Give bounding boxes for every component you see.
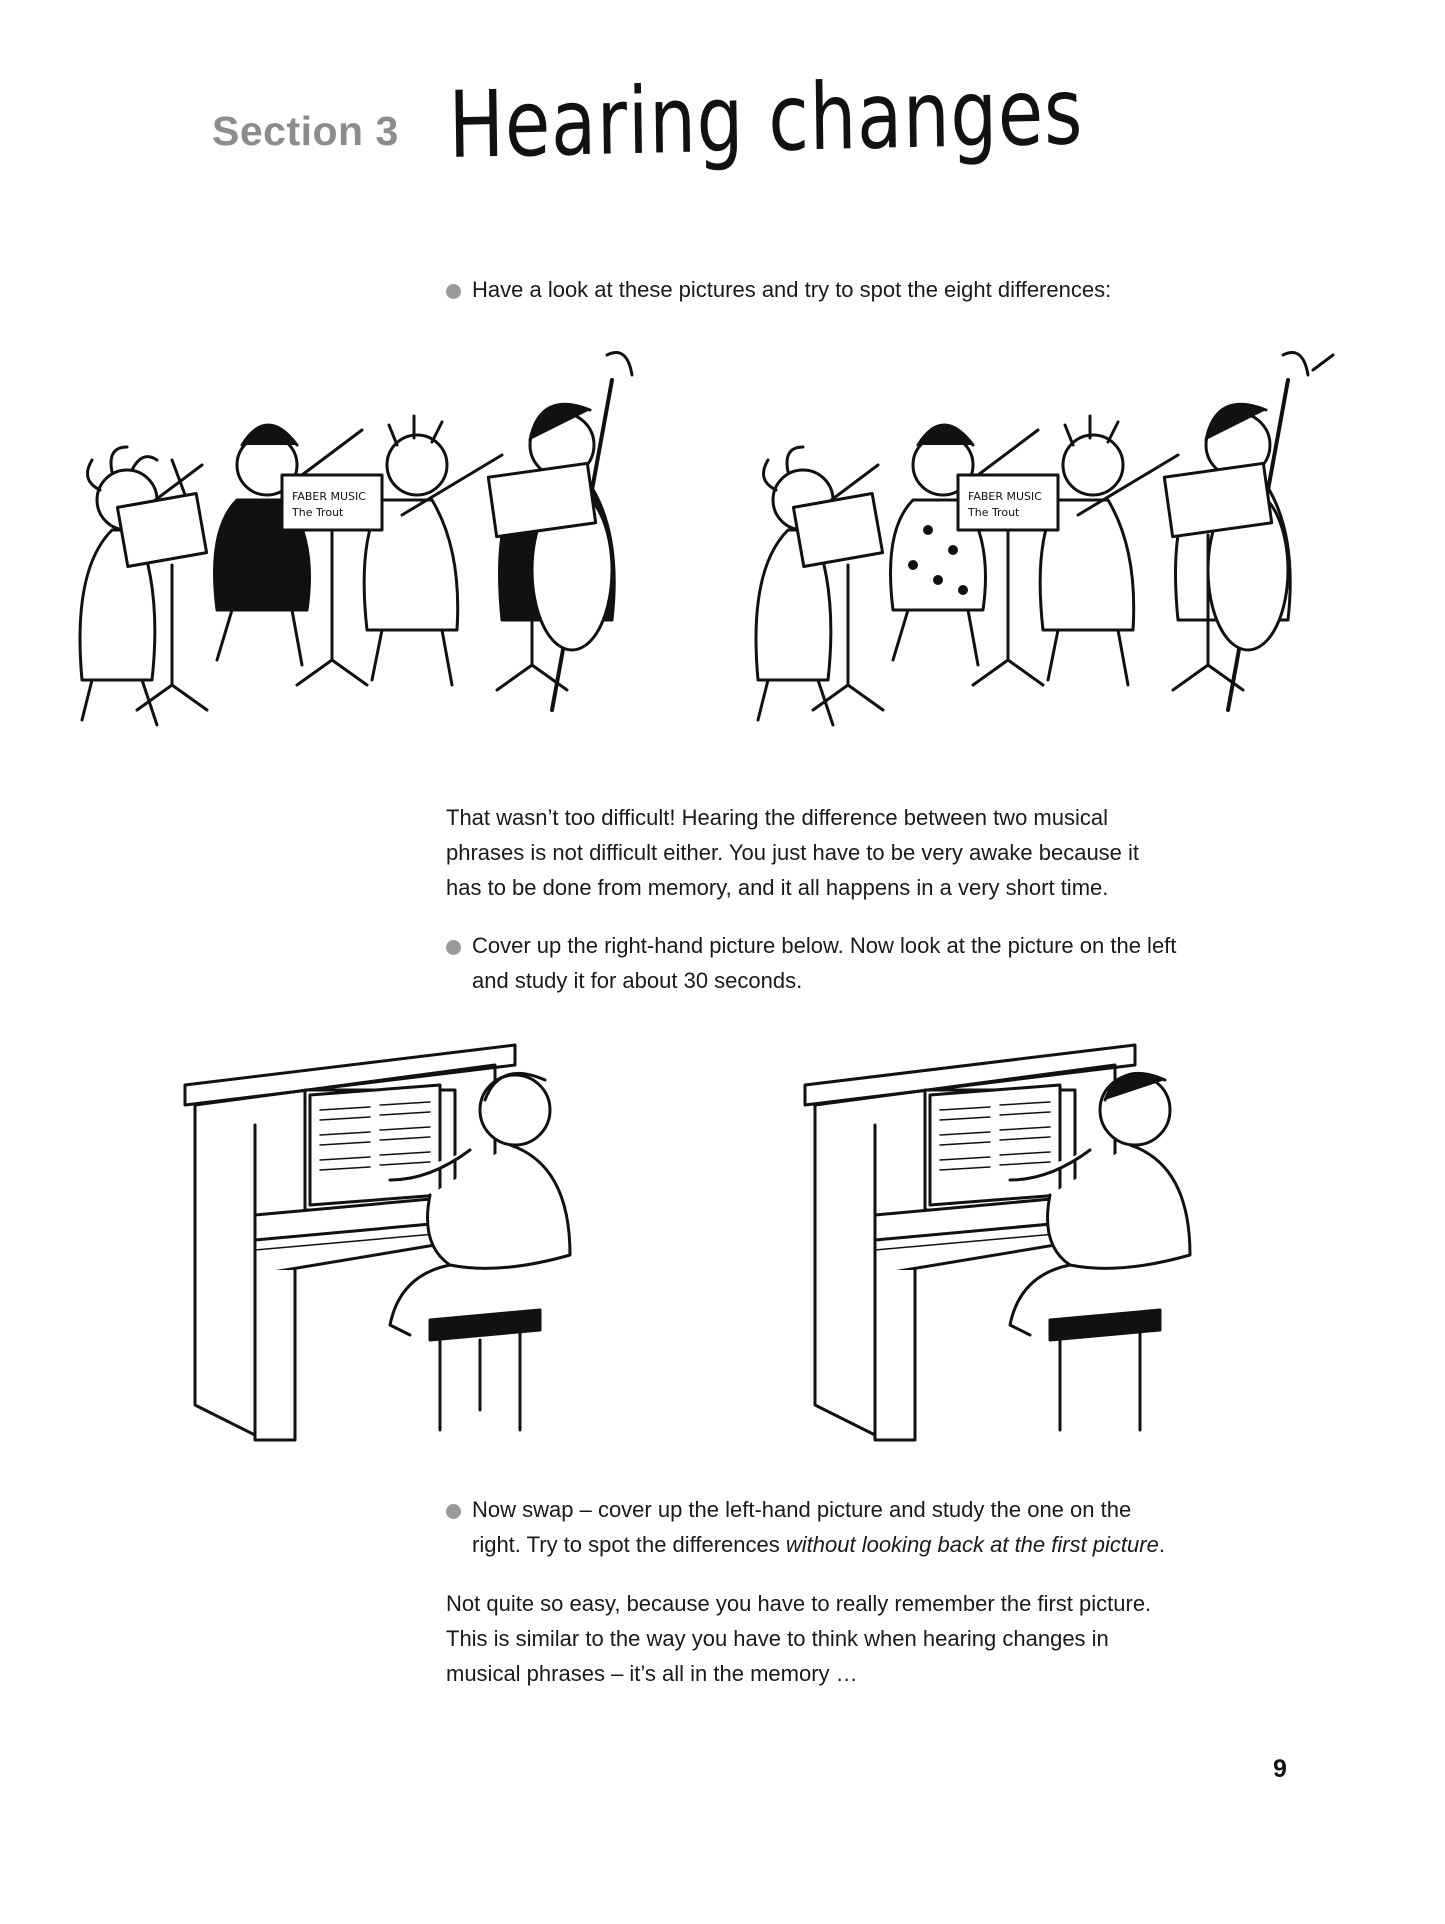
bullet-3-text: right. Try to spot the differences — [472, 1532, 786, 1557]
paragraph-1-line: That wasn’t too difficult! Hearing the difference between two musical — [446, 805, 1108, 830]
bullet-3 — [446, 1492, 1302, 1562]
piano-illustration-left — [180, 1040, 600, 1470]
left-book-brand: FABER MUSIC — [292, 490, 366, 503]
bullet-2 — [446, 928, 1302, 998]
bullet-3-line-2 — [472, 1527, 1302, 1562]
bullet-3-line-1: Now swap – cover up the left-hand picture and study the one on the — [472, 1497, 1132, 1522]
right-book-title: The Trout — [968, 506, 1020, 519]
right-book-brand: FABER MUSIC — [968, 490, 1042, 503]
piano-illustration-right — [800, 1040, 1220, 1470]
left-book-title: The Trout — [292, 506, 344, 519]
intro-bullet — [446, 272, 1302, 307]
paragraph-1-line: phrases is not difficult either. You just have to be very awake because it — [446, 840, 1140, 865]
bullet-3-italic: without looking back at the first picture — [785, 1532, 1159, 1557]
quartet-illustration-right — [728, 350, 1408, 770]
page-title: Hearing changes — [448, 58, 1084, 179]
paragraph-2-line: This is similar to the way you have to think when hearing changes in — [446, 1626, 1109, 1651]
paragraph-1 — [446, 800, 1276, 905]
intro-bullet-text: Have a look at these pictures and try to spot the eight differences: — [472, 277, 1112, 302]
paragraph-2-line: Not quite so easy, because you have to really remember the first picture. — [446, 1591, 1152, 1616]
paragraph-2-line: musical phrases – it’s all in the memory … — [446, 1661, 858, 1686]
bullet-2-line: Cover up the right-hand picture below. Now look at the picture on the left — [472, 933, 1177, 958]
paragraph-2 — [446, 1586, 1276, 1691]
quartet-illustration-left — [52, 350, 732, 770]
bullet-2-line: and study it for about 30 seconds. — [472, 968, 803, 993]
section-label: Section 3 — [212, 108, 399, 154]
paragraph-1-line: has to be done from memory, and it all happens in a very short time. — [446, 875, 1109, 900]
bullet-3-end: . — [1158, 1532, 1165, 1557]
page-number: 9 — [1273, 1755, 1287, 1783]
